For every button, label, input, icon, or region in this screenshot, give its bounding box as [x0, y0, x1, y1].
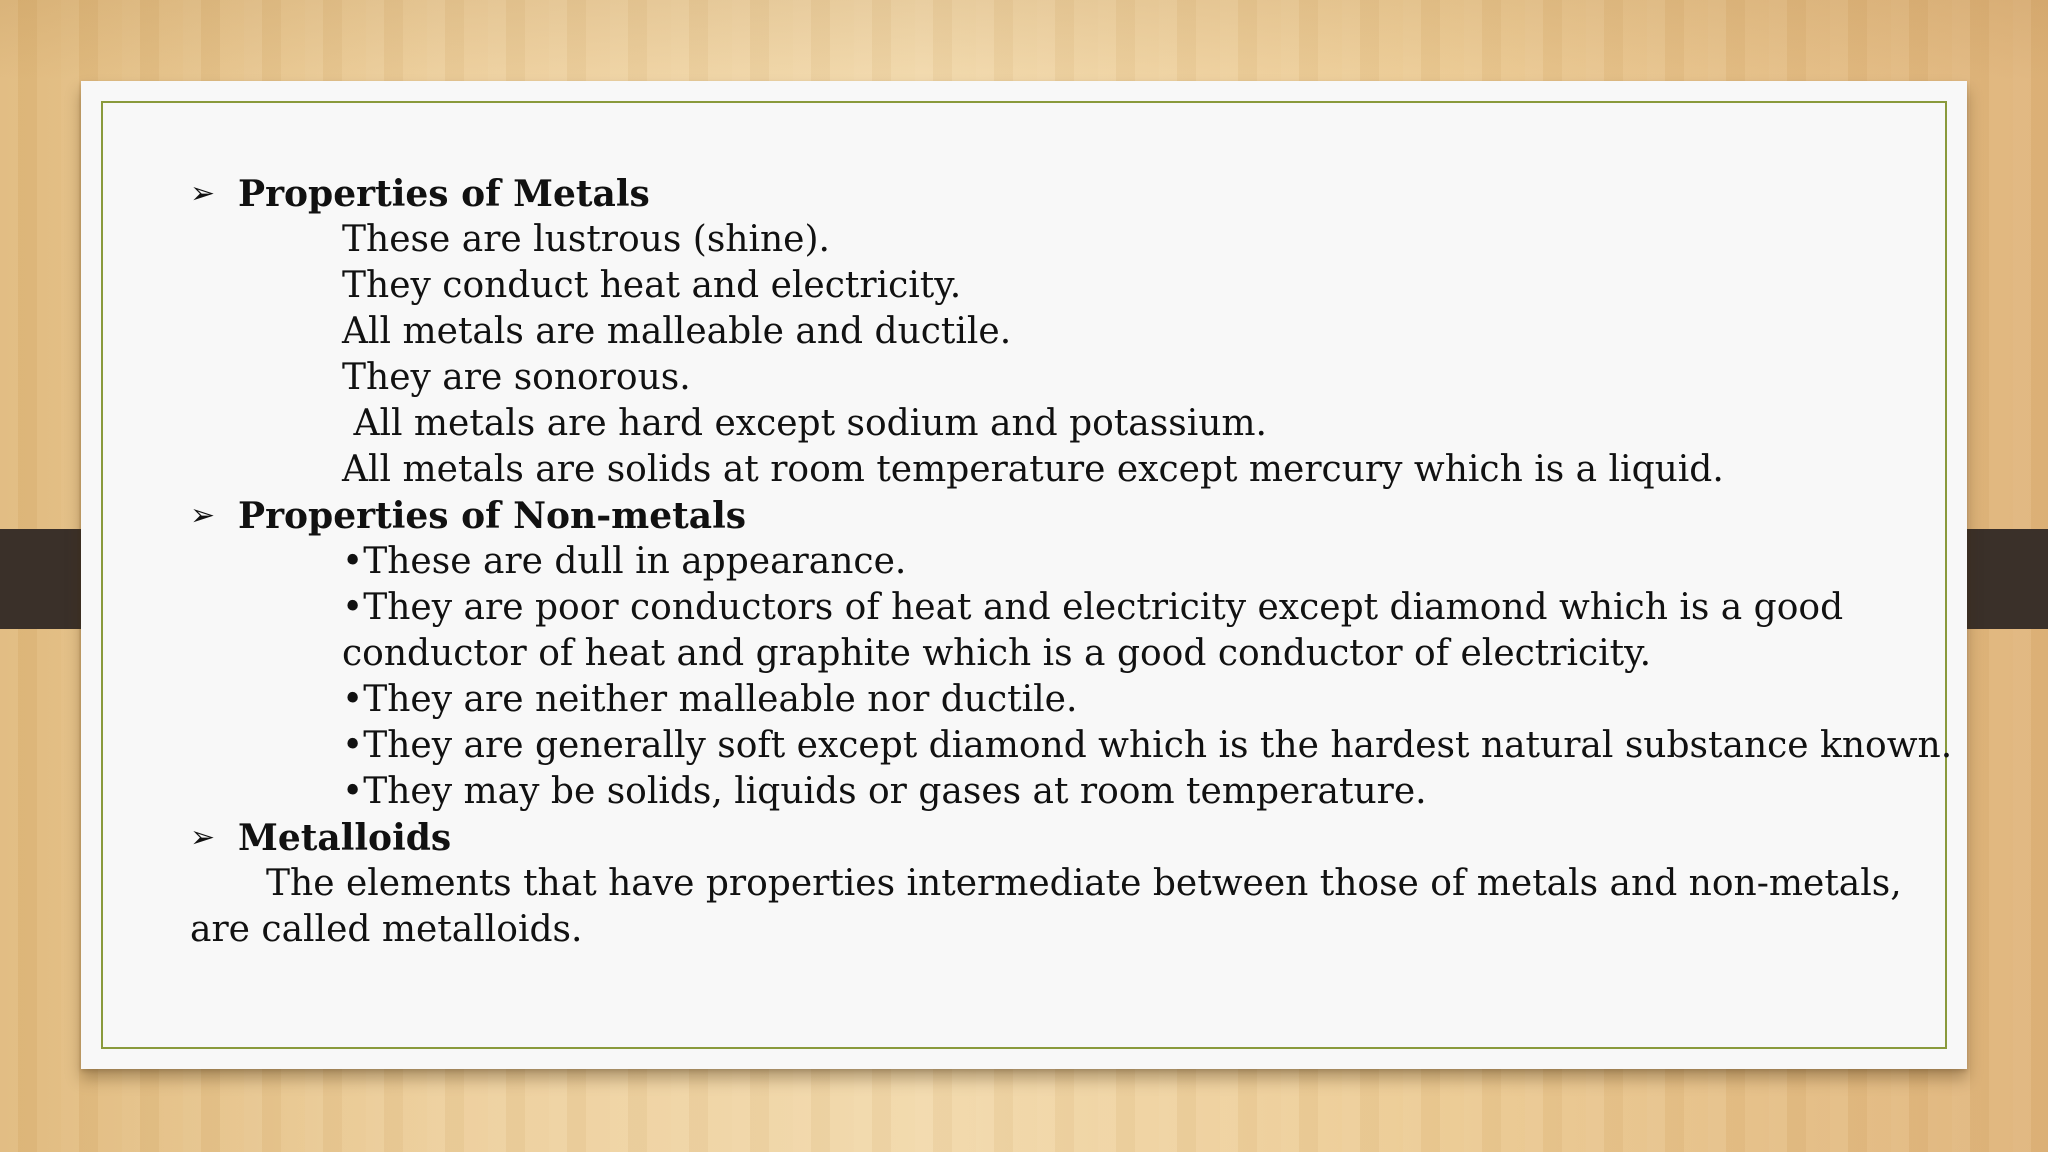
wood-background: [0, 0, 2048, 80]
non-metals-line-1: •These are dull in appearance.: [342, 541, 907, 582]
arrow-bullet-icon: ➢: [190, 176, 216, 211]
metals-line-2: They conduct heat and electricity.: [342, 265, 962, 306]
metals-line-3: All metals are malleable and ductile.: [342, 311, 1012, 352]
metals-line-1: These are lustrous (shine).: [342, 219, 830, 260]
non-metals-line-5: •They are generally soft except diamond which is the hardest natural substance known.: [342, 725, 1953, 766]
metalloids-paragraph: The elements that have properties intermediate between those of metals and non-metals, are called metalloids.: [190, 863, 1902, 950]
non-metals-line-4: •They are neither malleable nor ductile.: [342, 679, 1078, 720]
metals-line-5: All metals are hard except sodium and potassium.: [342, 403, 1267, 444]
arrow-bullet-icon: ➢: [190, 498, 216, 533]
heading-properties-of-metals: ➢ Properties of Metals: [190, 173, 650, 215]
non-metals-line-3: conductor of heat and graphite which is a good conductor of electricity.: [342, 633, 1652, 674]
metals-line-4: They are sonorous.: [342, 357, 691, 398]
slide-card: [81, 81, 1967, 1069]
metals-line-6: All metals are solids at room temperature except mercury which is a liquid.: [342, 449, 1724, 490]
arrow-bullet-icon: ➢: [190, 820, 216, 855]
heading-metalloids: ➢ Metalloids: [190, 817, 452, 859]
non-metals-line-6: •They may be solids, liquids or gases at room temperature.: [342, 771, 1427, 812]
slide-content: [190, 171, 1953, 953]
non-metals-line-2: •They are poor conductors of heat and electricity except diamond which is a good: [342, 587, 1844, 628]
heading-properties-of-non-metals: ➢ Properties of Non-metals: [190, 495, 747, 537]
